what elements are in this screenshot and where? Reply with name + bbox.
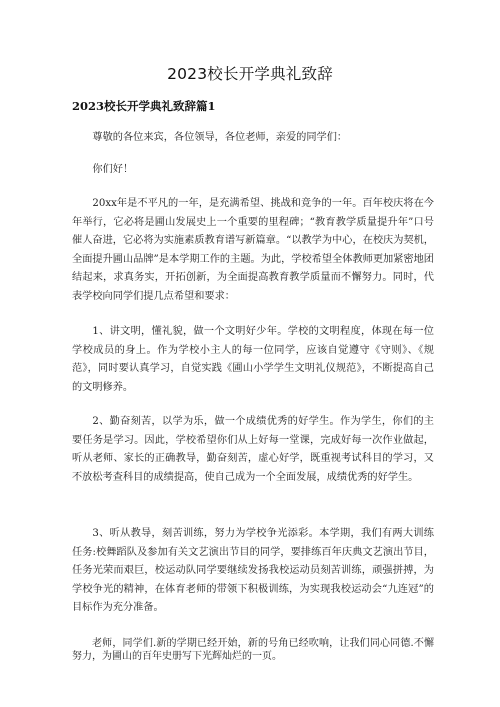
closing-paragraph: 老师，同学们.新的学期已经开始，新的号角已经吹响，让我们同心同德.不懈努力，为圃山的百年史册写下光辉灿烂的一页。 — [72, 638, 434, 663]
section-heading: 2023校长开学典礼致辞篇1 — [72, 99, 216, 113]
point-2-paragraph: 2、勤奋刻苦，以学为乐，做一个成绩优秀的好学生。作为学生，你们的主要任务是学习。因此，学校希望你们从上好每一堂课，完成好每一次作业做起，听从老师、家长的正确教导，勤奋刻苦，虚心好学，既重视考试科目的学习，又不放松考查科目的成绩提高，使自己成为一个全面发展，成绩优秀的好学生。 — [72, 416, 434, 483]
intro-paragraph: 20xx年是不平凡的一年，是充满希望、挑战和竞争的一年。百年校庆将在今年举行，它必将是圃山发展史上一个重要的里程碑；“教育教学质量提升年”口号催人奋进，它必将为实施素质教育谱写新篇章。“以教学为中心，在校庆为契机，全面提升圃山品牌”是本学期工作的主题。为此，学校希望全体教师更加紧密地团结起来，求真务实，开拓创新，为全面提高教育教学质量而不懈努力。同时，代表学校向同学们提几点希望和要求： — [72, 198, 434, 302]
greeting-paragraph: 尊敬的各位来宾，各位领导，各位老师，亲爱的同学们： — [92, 132, 348, 143]
page-title: 2023校长开学典礼致辞 — [167, 65, 333, 83]
point-3-paragraph: 3、听从教导，刻苦训练，努力为学校争光添彩。本学期，我们有两大训练任务:校舞蹈队及参加有关文艺演出节目的同学，要排练百年庆典文艺演出节目，任务光荣而艰巨，校运动队同学要继续发扬我校运动员刻苦训练，顽强拼搏，为学校争光的精神，在体育老师的带领下积极训练，为实现我校运动会“九连冠”的目标作为充分准备。 — [72, 528, 434, 614]
point-1-paragraph: 1、讲文明，懂礼貌，做一个文明好少年。学校的文明程度，体现在每一位学校成员的身上。作为学校小主人的每一位同学，应该自觉遵守《守则》、《规范》，同时要认真学习，自觉实践《圃山小学学生文明礼仪规范》，不断提高自己的文明修养。 — [72, 326, 434, 393]
hello-paragraph: 你们好！ — [92, 164, 134, 175]
